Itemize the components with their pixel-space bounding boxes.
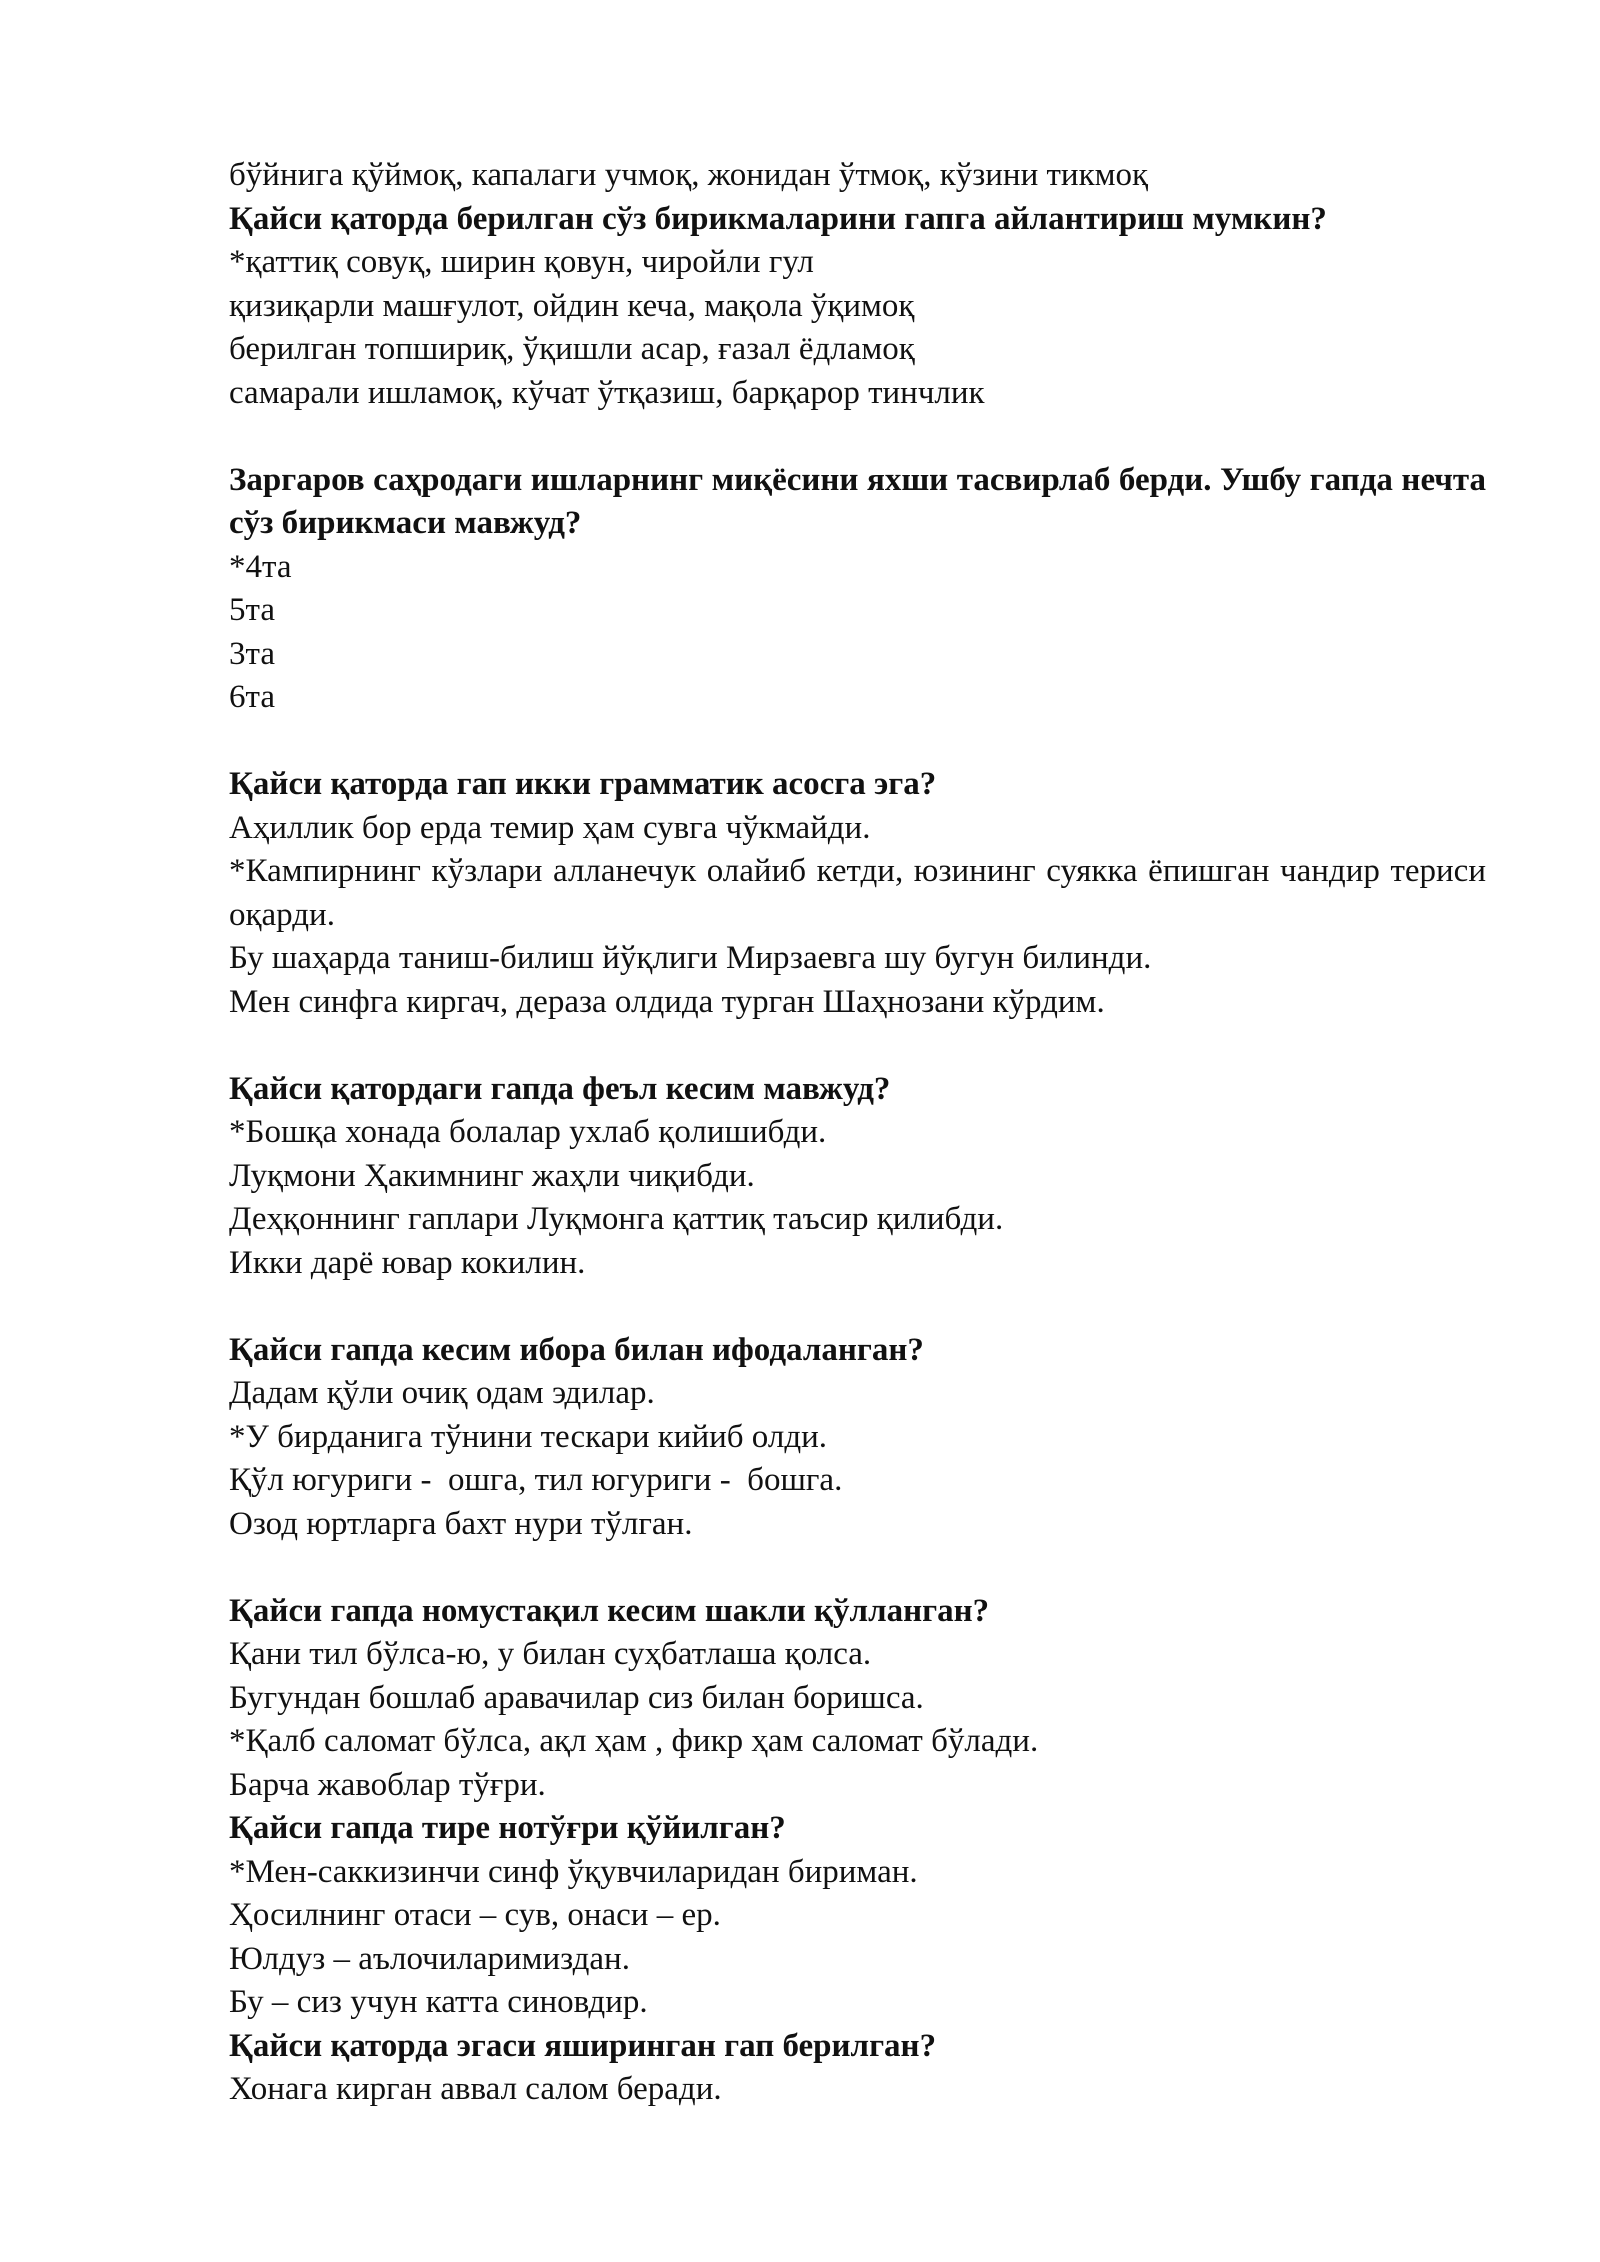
question-5: Қайси гапда кесим ибора билан ифодаланган?: [229, 1331, 924, 1368]
spacer: [229, 1546, 1486, 1590]
question-7: Қайси гапда тире нотўғри қўйилган?: [229, 1810, 786, 1846]
q5-option-4: Озод юртларга бахт нури тўлган.: [229, 1505, 693, 1542]
q1-option-4: самарали ишламоқ, кўчат ўтқазиш, барқарор тинчлик: [229, 374, 985, 411]
q6-option-1: Қани тил бўлса-ю, у билан суҳбатлаша қолса.: [229, 1636, 872, 1672]
q7-option-2: Ҳосилнинг отаси – сув, онаси – ер.: [229, 1897, 721, 1933]
q6-option-4: Барча жавоблар тўғри.: [229, 1766, 546, 1803]
spacer: [229, 1285, 1486, 1329]
q4-option-4: Икки дарё ювар кокилин.: [229, 1244, 586, 1281]
spacer: [229, 415, 1486, 459]
question-3: Қайси қаторда гап икки грамматик асосга эга?: [229, 766, 937, 802]
q5-option-2: *У бирданига тўнини тескари кийиб олди.: [229, 1418, 828, 1455]
q4-option-3: Деҳқоннинг гаплари Луқмонга қаттиқ таъсир қилибди.: [229, 1201, 1004, 1237]
question-4: Қайси қатордаги гапда феъл кесим мавжуд?: [229, 1070, 891, 1107]
question-2: Заргаров саҳродаги ишларнинг миқёсини яхши тасвирлаб берди. Ушбу гапда нечта сўз бирикмаси мавжуд?: [229, 461, 1486, 541]
q6-option-2: Бугундан бошлаб аравачилар сиз билан боришса.: [229, 1679, 924, 1716]
q3-option-4: Мен синфга киргач, дераза олдида турган Шаҳнозани кўрдим.: [229, 983, 1105, 1020]
q2-option-1: *4та: [229, 548, 292, 585]
q3-option-1: Аҳиллик бор ерда темир ҳам сувга чўкмайди.: [229, 809, 871, 846]
q8-option-1: Хонага кирган аввал салом беради.: [229, 2071, 722, 2107]
question-1: Қайси қаторда берилган сўз бирикмаларини гапга айлантириш мумкин?: [229, 200, 1327, 237]
intro-line: бўйнига қўймоқ, капалаги учмоқ, жонидан ўтмоқ, кўзини тикмоқ: [229, 157, 1149, 193]
question-6: Қайси гапда номустақил кесим шакли қўлланган?: [229, 1592, 990, 1629]
q2-option-2: 5та: [229, 592, 275, 628]
q7-option-4: Бу – сиз учун катта синовдир.: [229, 1984, 648, 2020]
q3-option-2: *Кампирнинг кўзлари алланечук олайиб кетди, юзининг суякка ёпишган чандир териси оқарди.: [229, 853, 1486, 933]
q1-option-3: берилган топшириқ, ўқишли асар, ғазал ёдламоқ: [229, 331, 915, 367]
document-page: [229, 154, 1486, 2112]
question-8: Қайси қаторда эгаси яширинган гап берилган?: [229, 2027, 937, 2064]
q5-option-1: Дадам қўли очиқ одам эдилар.: [229, 1375, 655, 1411]
spacer: [229, 1024, 1486, 1068]
spacer: [229, 720, 1486, 764]
q6-option-3: *Қалб саломат бўлса, ақл ҳам , фикр ҳам саломат бўлади.: [229, 1723, 1039, 1759]
q4-option-2: Луқмони Ҳакимнинг жаҳли чиқибди.: [229, 1157, 755, 1194]
q2-option-4: 6та: [229, 679, 275, 715]
q2-option-3: 3та: [229, 635, 275, 672]
q1-option-2: қизиқарли машғулот, ойдин кеча, мақола ўқимоқ: [229, 287, 915, 324]
q4-option-1: *Бошқа хонада болалар ухлаб қолишибди.: [229, 1114, 827, 1150]
q3-option-3: Бу шаҳарда таниш-билиш йўқлиги Мирзаевга шу бугун билинди.: [229, 940, 1152, 976]
q7-option-1: *Мен-саккизинчи синф ўқувчиларидан бириман.: [229, 1853, 918, 1890]
q7-option-3: Юлдуз – аълочиларимиздан.: [229, 1940, 630, 1977]
q1-option-1: *қаттиқ совуқ, ширин қовун, чиройли гул: [229, 244, 814, 280]
q5-option-3: Қўл югуриги - ошга, тил югуриги - бошга.: [229, 1462, 843, 1498]
